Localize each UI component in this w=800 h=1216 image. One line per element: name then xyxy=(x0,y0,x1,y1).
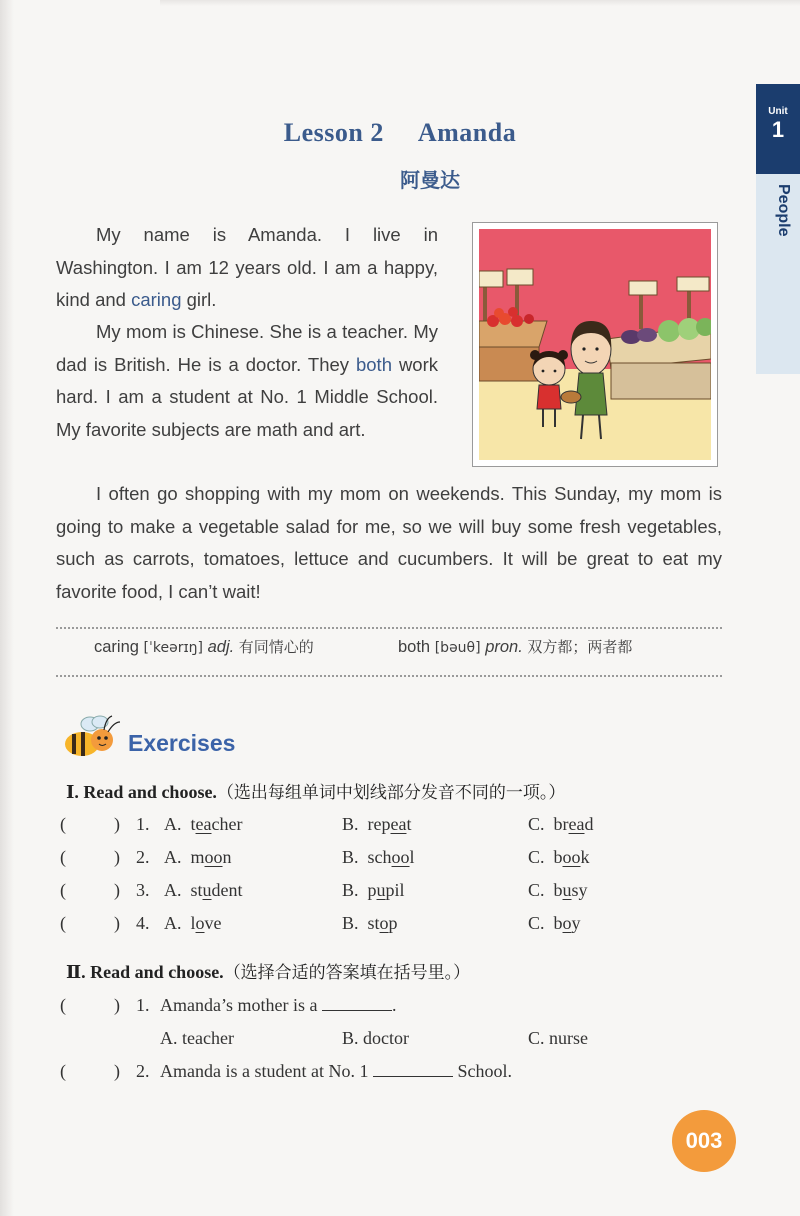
passage-text: work hard. I am a student at No. 1 Middle School. My favorite subjects are math and art. xyxy=(56,353,439,440)
option-a: A. love xyxy=(164,913,222,933)
vocab-highlight-caring: caring xyxy=(131,289,182,310)
lesson-number: Lesson 2 xyxy=(283,118,384,147)
option-a: A. moon xyxy=(164,847,232,867)
passage-text: girl. xyxy=(181,289,217,310)
answer-paren-left: ( xyxy=(60,995,66,1015)
section-numeral: Ⅰ. xyxy=(66,782,79,802)
section-numeral: Ⅱ. xyxy=(66,962,86,982)
shopping-illustration xyxy=(472,222,718,467)
question-row xyxy=(60,1061,740,1087)
unit-topic: People xyxy=(775,184,792,237)
option-c: C. bread xyxy=(528,814,594,834)
section-instruction: （选择合适的答案填在括号里。） xyxy=(223,963,471,983)
vocab-entry-caring xyxy=(94,636,314,657)
lesson-title-chinese: 阿曼达 xyxy=(400,168,460,192)
answer-paren-right: ) xyxy=(114,995,120,1015)
question-stem: Amanda’s mother is a . xyxy=(160,995,397,1015)
option-b: B. doctor xyxy=(342,1028,409,1048)
vocab-ipa: [ˈkeərɪŋ] xyxy=(143,640,203,656)
lesson-name: Amanda xyxy=(417,118,517,147)
passage-text: My name is Amanda. I live in Washington. I am 12 years old. I am a happy, kind and xyxy=(56,224,438,310)
vocab-ipa: [bəuθ] xyxy=(434,640,481,656)
section-2-heading xyxy=(66,958,470,983)
passage-text: I often go shopping with my mom on weekends. This Sunday, my mom is going to make a vegetable salad for me, so we will buy some fresh vegetables, such as carrots, tomatoes, lettuce and cucumbers. It will be great to eat my favorite food, I can’t wait! xyxy=(56,483,722,602)
options-row xyxy=(60,1028,740,1054)
vocab-pos: adj. xyxy=(207,638,235,656)
vocab-word: both xyxy=(398,638,431,656)
section-instruction: （选出每组单词中划线部分发音不同的一项。） xyxy=(216,783,566,803)
question-number: 4. xyxy=(136,913,150,933)
page-number: 003 xyxy=(672,1110,736,1172)
question-number: 1. xyxy=(136,995,150,1015)
vocab-meaning: 双方都；两者都 xyxy=(527,638,633,656)
option-b: B. repeat xyxy=(342,814,412,834)
question-number: 3. xyxy=(136,880,150,900)
option-a: A. teacher xyxy=(164,814,243,834)
question-row xyxy=(60,913,740,939)
option-c: C. boy xyxy=(528,913,581,933)
lesson-title xyxy=(0,118,800,148)
vocab-entry-both xyxy=(398,636,632,657)
option-c: C. nurse xyxy=(528,1028,588,1048)
option-a: A. teacher xyxy=(160,1028,234,1048)
passage-paragraph-1 xyxy=(56,219,438,317)
answer-blank[interactable] xyxy=(373,1062,453,1077)
section-title: Read and choose. xyxy=(90,962,224,982)
vocab-meaning: 有同情心的 xyxy=(238,638,314,656)
page-edge-shadow xyxy=(0,0,14,1216)
answer-paren-right: ) xyxy=(114,880,120,900)
vocab-pos: pron. xyxy=(485,638,523,656)
question-row xyxy=(60,995,740,1021)
page-top-shadow xyxy=(160,0,800,6)
vocab-divider-top xyxy=(56,627,722,629)
question-number: 2. xyxy=(136,1061,150,1081)
question-row xyxy=(60,814,740,840)
unit-label: Unit xyxy=(768,106,788,117)
vocab-divider-bottom xyxy=(56,675,722,677)
answer-paren-right: ) xyxy=(114,913,120,933)
option-b: B. stop xyxy=(342,913,398,933)
passage-paragraph-2 xyxy=(56,316,438,446)
question-number: 2. xyxy=(136,847,150,867)
section-1-heading xyxy=(66,778,565,803)
vocab-highlight-both: both xyxy=(355,353,392,375)
option-b: B. pupil xyxy=(342,880,405,900)
answer-paren-left: ( xyxy=(60,913,66,933)
option-b: B. school xyxy=(342,847,415,867)
question-row xyxy=(60,880,740,906)
market-scene-image xyxy=(479,229,711,460)
answer-paren-left: ( xyxy=(60,880,66,900)
answer-paren-left: ( xyxy=(60,847,66,867)
question-row xyxy=(60,847,740,873)
answer-paren-left: ( xyxy=(60,814,66,834)
answer-paren-right: ) xyxy=(114,1061,120,1081)
question-stem: Amanda is a student at No. 1 School. xyxy=(160,1061,512,1081)
answer-blank[interactable] xyxy=(322,996,392,1011)
question-number: 1. xyxy=(136,814,150,834)
option-a: A. student xyxy=(164,880,243,900)
exercises-title: Exercises xyxy=(128,730,236,756)
answer-paren-right: ) xyxy=(114,847,120,867)
answer-paren-right: ) xyxy=(114,814,120,834)
vocab-word: caring xyxy=(94,638,139,656)
bee-icon xyxy=(60,710,122,760)
answer-paren-left: ( xyxy=(60,1061,66,1081)
option-c: C. book xyxy=(528,847,590,867)
passage-paragraph-3 xyxy=(56,478,722,608)
unit-number: 1 xyxy=(771,117,785,142)
passage-text: My mom is Chinese. She is a teacher. My dad is British. He is a doctor. They xyxy=(56,321,438,375)
section-title: Read and choose. xyxy=(83,782,217,802)
option-c: C. busy xyxy=(528,880,588,900)
